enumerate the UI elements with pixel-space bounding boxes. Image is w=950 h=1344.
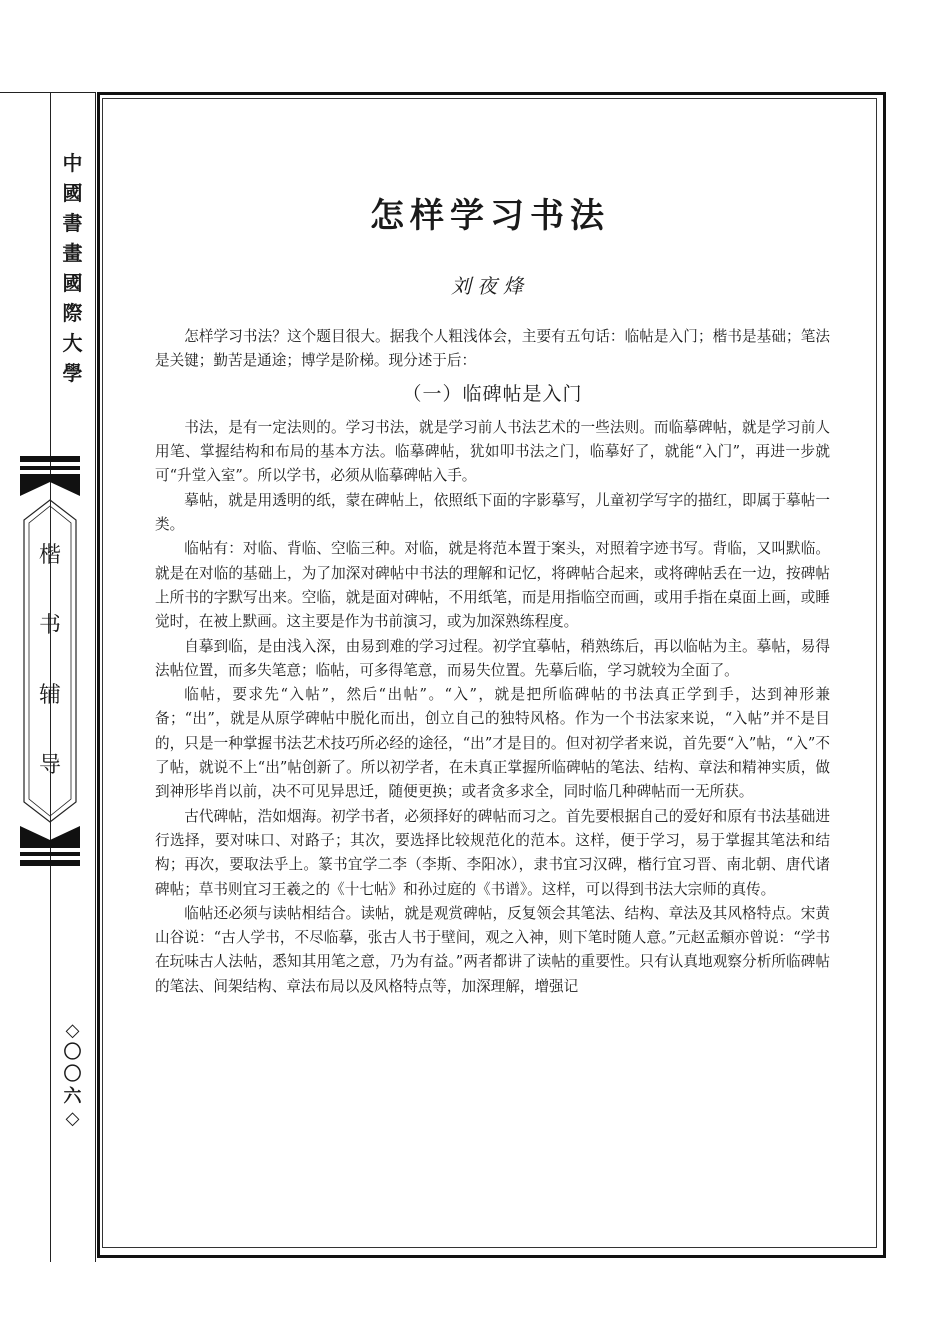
page-number-char: 〇 [63,1064,82,1085]
page-number [50,1020,95,1130]
series-title [50,148,95,388]
body-paragraph: 摹帖，就是用透明的纸，蒙在碑帖上，依照纸下面的字影摹写，儿童初学写字的描红，即属于摹帖一类。 [155,491,830,534]
body-paragraph: 书法，是有一定法则的。学习书法，就是学习前人书法艺术的一些法则。而临摹碑帖，就是学习前人用笔、掌握结构和布局的基本方法。临摹碑帖，犹如叩书法之门，临摹好了，就能“入门”，再进一步就可“升堂入室”。所以学书，必须从临摹碑帖入手。 [155,418,830,485]
section-label-char: 书 [38,613,61,638]
body-paragraph: 古代碑帖，浩如烟海。初学书者，必须择好的碑帖而习之。首先要根据自己的爱好和原有书法基础进行选择，要对味口、对路子；其次，要选择比较规范化的范本。这样，便于学习，易于掌握其笔法和结构；再次，要取法乎上。篆书宜学二李（李斯、李阳冰），隶书宜习汉碑，楷行宜习晋、南北朝、唐代诸碑帖；草书则宜习王羲之的《十七帖》和孙过庭的《书谱》。这样，可以得到书法大宗师的真传。 [155,807,830,898]
sidebar-top-rule [0,92,96,93]
series-title-char: 畫 [62,241,83,265]
section-label-char: 辅 [38,683,61,708]
section-heading: （一）临碑帖是入门 [402,382,583,405]
page-number-char: 六 [63,1086,82,1107]
series-title-char: 大 [62,331,83,355]
body-paragraph: 临帖还必须与读帖相结合。读帖，就是观赏碑帖，反复领会其笔法、结构、章法及其风格特点。宋黄山谷说：“古人学书，不尽临摹，张古人书于壁间，观之入神，则下笔时随人意。”元赵孟頫亦曾说：“学书在玩味古人法帖，悉知其用笔之意，乃为有益。”两者都讲了读帖的重要性。只有认真地观察分析所临碑帖的笔法、间架结构、章法布局以及风格特点等，加深理解，增强记 [155,904,830,995]
page-number-char: 〇 [63,1042,82,1063]
intro-paragraph: 怎样学习书法？这个题目很大。据我个人粗浅体会，主要有五句话：临帖是入门；楷书是基础；笔法是关键；勤苦是通途；博学是阶梯。现分述于后： [155,328,830,370]
section-label [20,545,80,825]
series-title-char: 國 [62,271,83,295]
section-label-char: 楷 [38,543,61,568]
page-number-char: ◇ [65,1020,80,1041]
article-author: 刘夜烽 [451,274,529,298]
series-title-char: 學 [62,361,83,385]
body-paragraph: 临帖有：对临、背临、空临三种。对临，就是将范本置于案头，对照着字迹书写。背临，又叫默临。就是在对临的基础上，为了加深对碑帖中书法的理解和记忆，将碑帖合起来，或将碑帖丢在一边，按碑帖上所书的字默写出来。空临，就是面对碑帖，不用纸笔，而是用指临空而画，或用手指在桌面上画，或睡觉时，在被上默画。这主要是作为书前演习，或为加深熟练程度。 [155,540,830,631]
section-label-char: 导 [38,753,61,778]
sidebar-rule-right [95,92,96,1262]
body-paragraph: 自摹到临，是由浅入深，由易到难的学习过程。初学宜摹帖，稍熟练后，再以临帖为主。摹帖，易得法帖位置，而多失笔意；临帖，可多得笔意，而易失位置。先摹后临，学习就较为全面了。 [155,637,830,679]
series-title-char: 國 [62,181,83,205]
body-paragraph: 临帖，要求先“入帖”，然后“出帖”。“入”，就是把所临碑帖的书法真正学到手，达到神形兼备；“出”，就是从原学碑帖中脱化而出，创立自己的独特风格。作为一个书法家来说，“入帖”并不是目的，只是一种掌握书法艺术技巧所必经的途径，“出”才是目的。但对初学者来说，首先要“入”帖，“入”不了帖，就说不上“出”帖创新了。所以初学者，在未真正掌握所临碑帖的笔法、结构、章法和精神实质，做到神形毕肖以前，决不可见异思迁，随便更换；或者贪多求全，同时临几种碑帖而一无所获。 [155,686,830,801]
article-body [155,325,830,999]
article-title: 怎样学习书法 [370,196,610,236]
series-title-char: 書 [62,211,83,235]
series-title-char: 中 [62,151,83,175]
page-number-char: ◇ [65,1108,80,1129]
series-title-char: 際 [62,301,83,325]
